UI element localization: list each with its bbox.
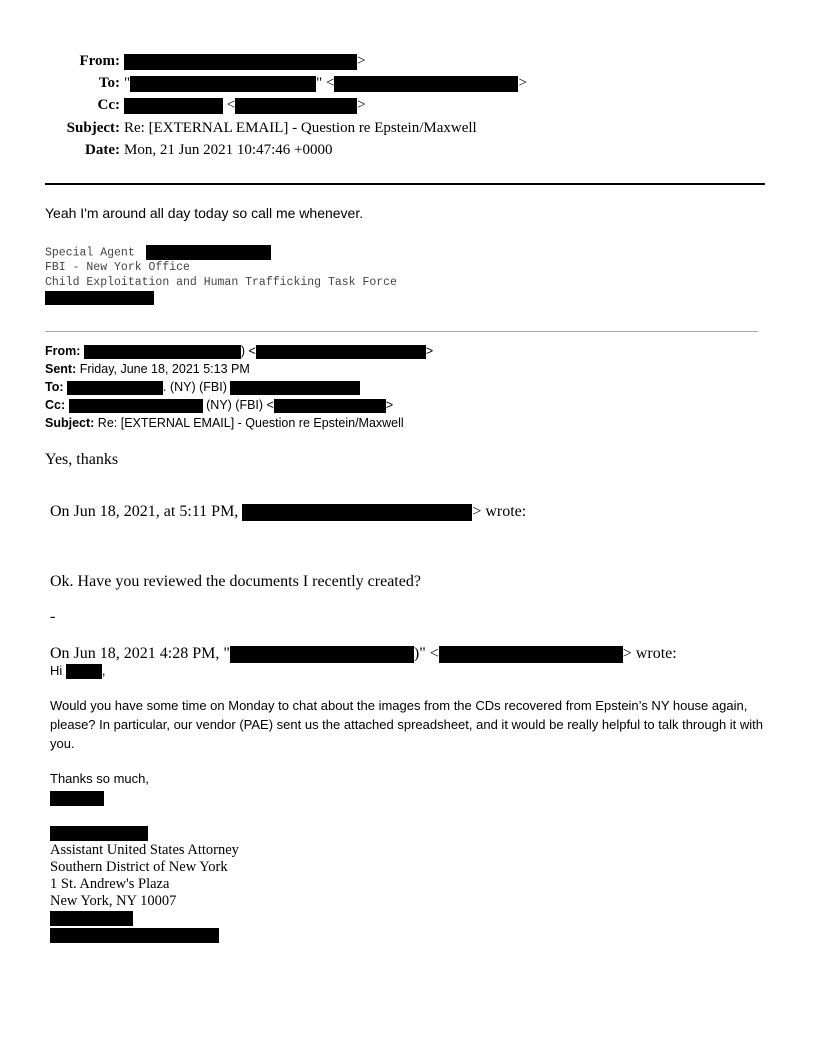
redaction-block [124, 54, 357, 70]
redaction-block [146, 245, 271, 260]
signature-line-office: FBI - New York Office [45, 261, 190, 274]
ausa-city: New York, NY 10007 [50, 893, 177, 909]
redaction-block [230, 381, 360, 395]
from-label: From: [79, 53, 120, 69]
greeting: Hi , [50, 663, 106, 678]
orig-cc-row: Cc: (NY) (FBI) < > [45, 398, 394, 412]
ausa-email-redacted [50, 927, 219, 944]
thanks-text: Thanks so much, [50, 771, 149, 786]
cc-label: Cc: [97, 97, 120, 113]
subject-value: Re: [EXTERNAL EMAIL] - Question re Epstein/Maxwell [124, 120, 477, 136]
ausa-name-redacted [50, 825, 148, 842]
orig-subject-row: Subject: Re: [EXTERNAL EMAIL] - Question re Epstein/Maxwell [45, 416, 404, 430]
redaction-block [84, 345, 241, 359]
yes-thanks-text: Yes, thanks [45, 451, 119, 468]
orig-from-row: From: ) < > [45, 344, 434, 358]
quote2-header: On Jun 18, 2021 4:28 PM, " )" < > wrote: [50, 645, 677, 662]
redaction-block [439, 646, 623, 663]
redaction-block [235, 98, 357, 114]
redaction-block [50, 928, 219, 943]
redaction-block [66, 664, 102, 679]
to-value: " " < > [124, 75, 527, 91]
redaction-block [124, 98, 223, 114]
redaction-block [230, 646, 414, 663]
redaction-block [130, 76, 316, 92]
ausa-office: Southern District of New York [50, 859, 228, 875]
redaction-block [50, 791, 104, 806]
date-value: Mon, 21 Jun 2021 10:47:46 +0000 [124, 142, 333, 158]
signature-line-redacted [45, 291, 154, 306]
request-paragraph: Would you have some time on Monday to chat about the images from the CDs recovered from Epstein’s NY house again, please? In particular, our vendor (PAE) sent us the attached spreadsheet, and it would be really helpful to talk through it with you. [50, 698, 764, 751]
signature-line-task-force: Child Exploitation and Human Trafficking Task Force [45, 276, 397, 289]
original-message-divider [45, 331, 758, 332]
redaction-block [242, 504, 472, 521]
redaction-block [256, 345, 426, 359]
signature-line-title: Special Agent [45, 245, 271, 261]
cc-value: < > [124, 97, 366, 114]
header-divider [45, 183, 765, 185]
redaction-block [274, 399, 386, 413]
ausa-address: 1 St. Andrew's Plaza [50, 876, 170, 892]
redaction-block [50, 911, 133, 926]
quote1-header: On Jun 18, 2021, at 5:11 PM, > wrote: [50, 503, 527, 520]
subject-label: Subject: [66, 120, 120, 136]
redaction-block [45, 291, 154, 305]
orig-to-row: To: . (NY) (FBI) [45, 378, 360, 396]
date-label: Date: [85, 142, 120, 158]
redaction-block [50, 826, 148, 841]
orig-sent-row: Sent: Friday, June 18, 2021 5:13 PM [45, 362, 250, 376]
redaction-block [334, 76, 518, 92]
redaction-block [69, 399, 203, 413]
to-label: To: [98, 75, 120, 91]
ok-text: Ok. Have you reviewed the documents I recently created? [50, 573, 421, 590]
ausa-title: Assistant United States Attorney [50, 842, 239, 858]
ausa-phone-redacted [50, 910, 133, 927]
redaction-block [67, 381, 163, 395]
dash-text: - [50, 608, 56, 625]
sender-name-redacted [50, 789, 104, 807]
reply-text: Yeah I'm around all day today so call me whenever. [45, 205, 364, 221]
from-value: > [124, 53, 365, 70]
